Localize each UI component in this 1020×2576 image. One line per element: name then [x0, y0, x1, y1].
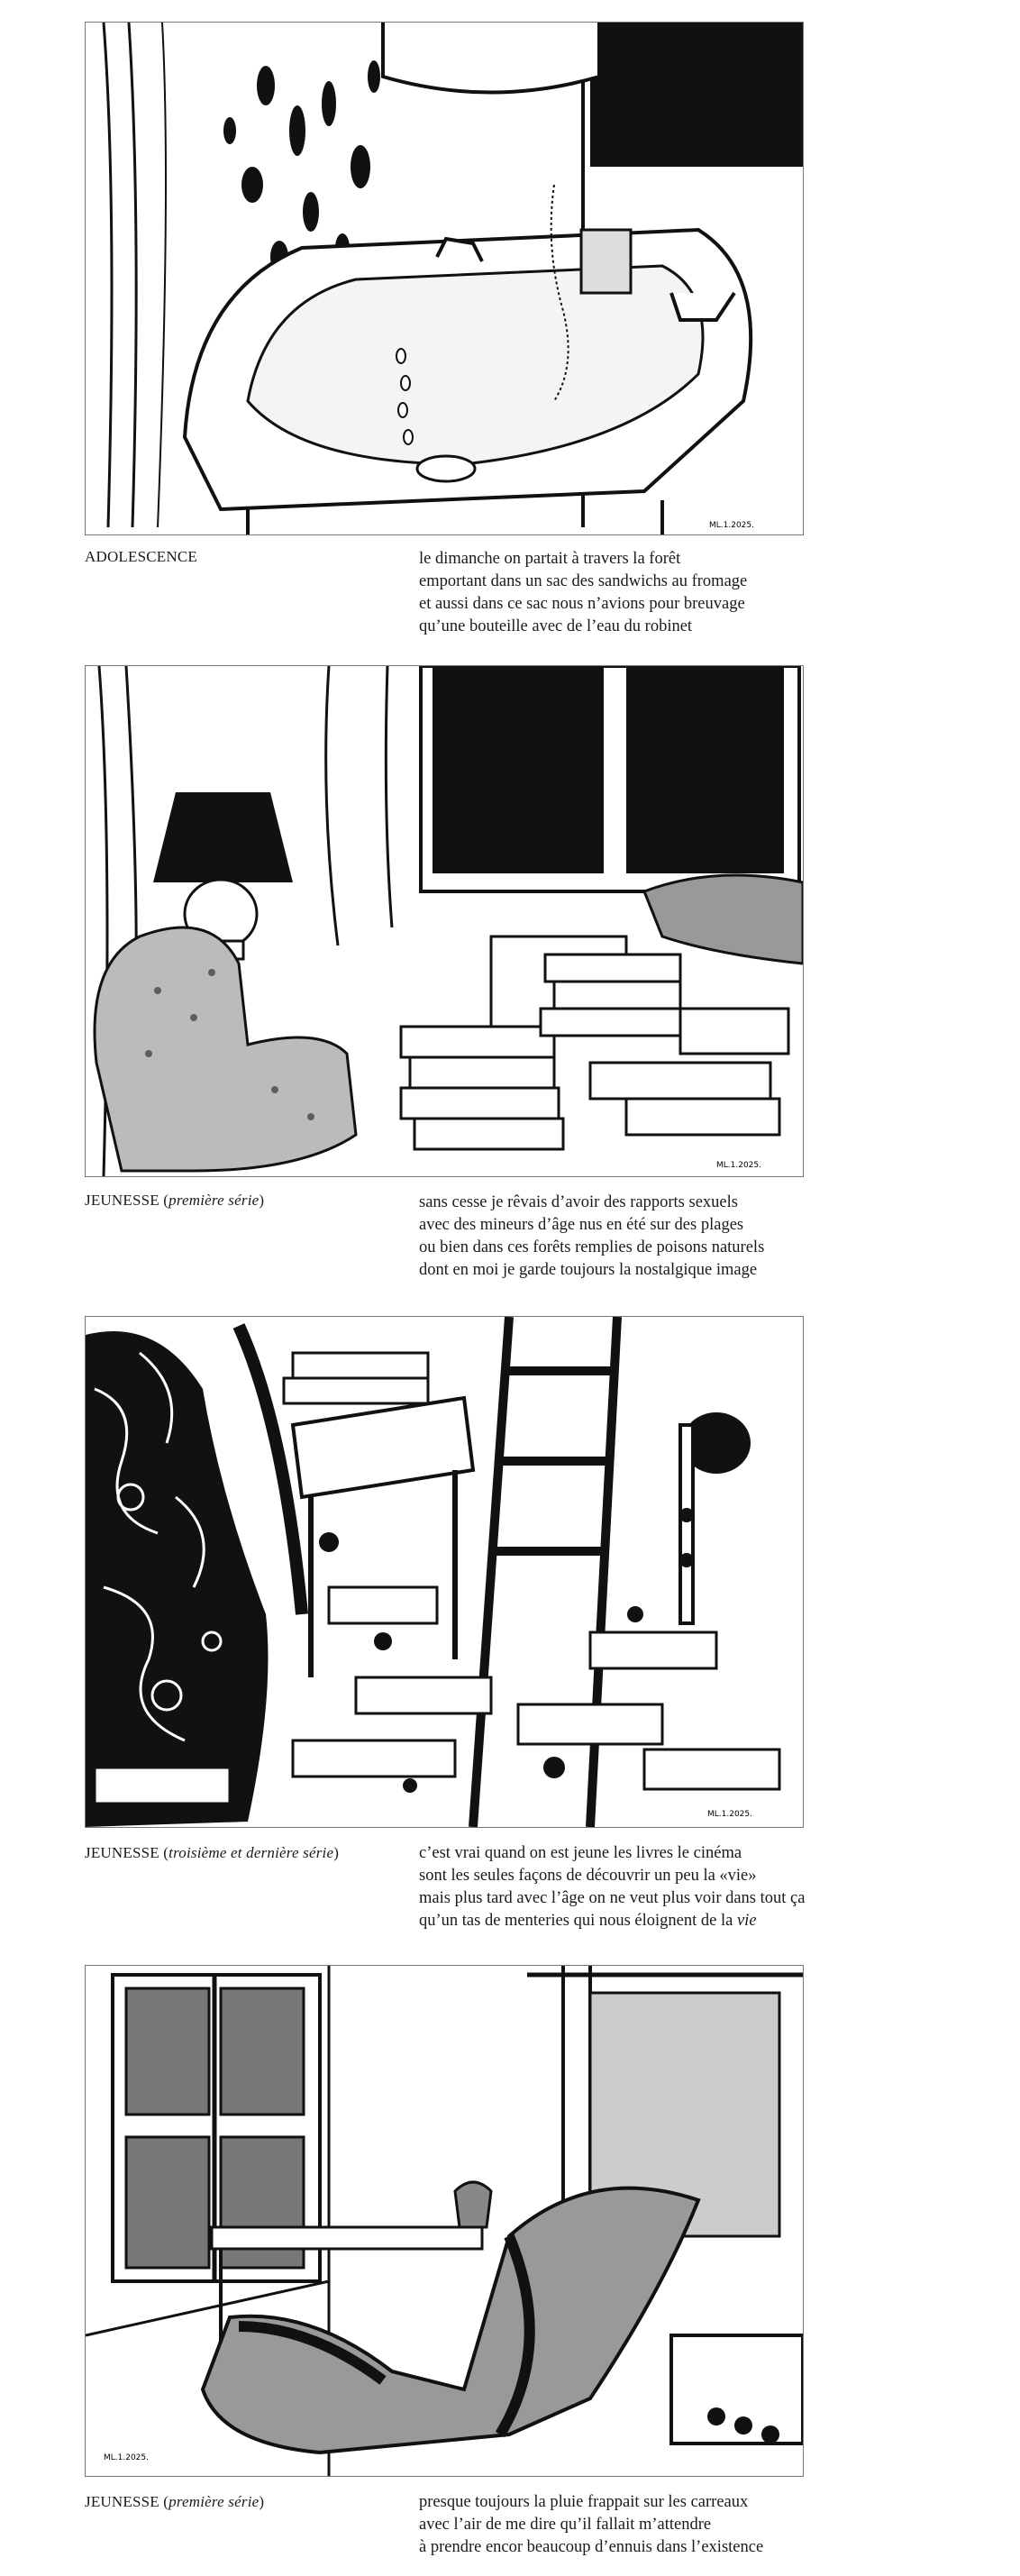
artwork-chaos-drawing[interactable]	[85, 1316, 804, 1828]
poem-line: à prendre encor beaucoup d’ennuis dans l’existence	[419, 2538, 764, 2556]
chaos-illustration	[86, 1317, 803, 1827]
poem-line: le dimanche on partait à travers la forêt	[419, 550, 681, 568]
poem-jeunesse-1	[419, 1192, 806, 1282]
chaos-signature: ML.1.2025.	[707, 1810, 752, 1819]
chaise-signature: ML.1.2025.	[104, 2453, 149, 2462]
poem-line: dont en moi je garde toujours la nostalgique image	[419, 1261, 758, 1279]
poem-italic-word: vie	[736, 1912, 757, 1930]
title-sub: première série	[168, 1192, 260, 1209]
sink-signature: ML.1.2025.	[709, 521, 754, 530]
title-adolescence	[85, 548, 197, 566]
poem-adolescence	[419, 548, 806, 638]
title-main: JEUNESSE	[85, 2493, 159, 2510]
title-jeunesse-1b: JEUNESSE (première série)	[85, 2493, 265, 2510]
artwork-chaise-longue-drawing[interactable]	[85, 1965, 804, 2477]
poem-line: avec l’air de me dire qu’il fallait m’attendre	[419, 2516, 712, 2534]
title-main: JEUNESSE	[85, 1192, 159, 1209]
poem-line: sans cesse je rêvais d’avoir des rapports sexuels	[419, 1193, 738, 1211]
sink-illustration	[86, 23, 803, 534]
title-main: JEUNESSE	[85, 1844, 159, 1861]
poem-jeunesse-3	[419, 1842, 806, 1932]
title-jeunesse-1: JEUNESSE (première série)	[85, 1192, 265, 1209]
artwork-armchair-drawing[interactable]	[85, 665, 804, 1177]
poem-line: c’est vrai quand on est jeune les livres le cinéma	[419, 1844, 742, 1862]
poem-line: emportant dans un sac des sandwichs au fromage	[419, 572, 748, 590]
poem-jeunesse-1b	[419, 2491, 806, 2559]
chaise-longue-illustration	[86, 1966, 803, 2476]
poem-line: presque toujours la pluie frappait sur les carreaux	[419, 2493, 749, 2511]
poem-line-last	[419, 1910, 806, 1932]
title-sub: troisième et dernière série	[168, 1844, 334, 1861]
poem-line: sont les seules façons de découvrir un peu la «vie»	[419, 1867, 757, 1885]
title-sub: première série	[168, 2493, 260, 2510]
artwork-sink-drawing[interactable]	[85, 22, 804, 535]
title-jeunesse-3: JEUNESSE (troisième et dernière série)	[85, 1844, 340, 1861]
poem-line-text: qu’un tas de menteries qui nous éloignent de la	[419, 1912, 733, 1930]
armchair-illustration	[86, 666, 803, 1176]
poem-line: ou bien dans ces forêts remplies de poisons naturels	[419, 1238, 765, 1256]
poem-line: et aussi dans ce sac nous n’avions pour breuvage	[419, 595, 745, 613]
poem-line: avec des mineurs d’âge nus en été sur des plages	[419, 1216, 744, 1234]
armchair-signature: ML.1.2025.	[716, 1161, 761, 1170]
title-main: ADOLESCENCE	[85, 548, 197, 565]
poem-line: mais plus tard avec l’âge on ne veut plus voir dans tout ça	[419, 1889, 806, 1907]
poem-line: qu’une bouteille avec de l’eau du robinet	[419, 617, 693, 635]
